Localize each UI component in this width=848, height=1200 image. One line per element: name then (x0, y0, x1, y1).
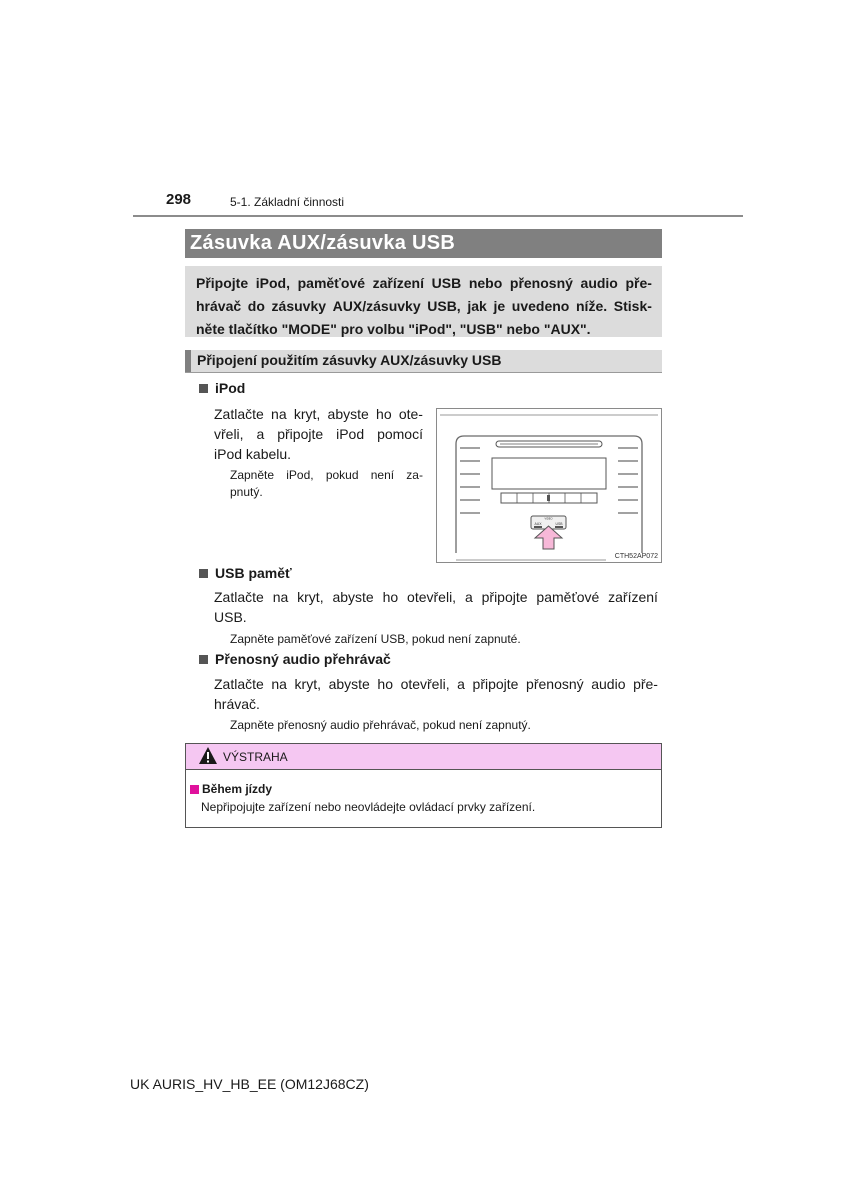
usb-heading (199, 565, 292, 581)
ipod-note-line-1 (230, 467, 423, 484)
usb-body-line-1 (214, 587, 658, 607)
portable-body-line-1 (214, 674, 658, 694)
word: za- (406, 468, 423, 482)
warning-label: VÝSTRAHA (223, 750, 288, 764)
word: není (370, 468, 395, 482)
portable-heading-text: Přenosný audio přehrávač (215, 651, 391, 667)
word: připojte (481, 589, 528, 605)
word: abyste (332, 589, 374, 605)
word: do (247, 298, 265, 314)
word: kryt, (293, 406, 321, 422)
word: iPod (336, 426, 365, 442)
word: ho (376, 406, 392, 422)
intro-line-3: něte tlačítko "MODE" pro volbu "iPod", "USB" nebo "AUX". (196, 321, 591, 337)
word: připojte (277, 426, 324, 442)
portable-body (214, 674, 658, 714)
word: ho (382, 589, 399, 605)
usb-body (214, 587, 658, 627)
port-usb-label: USB (555, 522, 563, 526)
port-aux-label: AUX (534, 522, 542, 526)
word: otevřeli, (407, 589, 457, 605)
word: níže. (576, 298, 608, 314)
word: paměťové (297, 275, 366, 291)
intro-line-1 (196, 272, 652, 295)
usb-body-line-2: USB. (214, 609, 247, 625)
intro-line-2 (196, 295, 652, 318)
word: připojte (472, 676, 519, 692)
word: otevřeli, (400, 676, 450, 692)
word: a (464, 589, 473, 605)
audio-unit-figure (436, 408, 662, 563)
word: přenosný (509, 275, 573, 291)
page-number: 298 (166, 191, 192, 208)
word: pomocí (377, 426, 423, 442)
word: na (271, 406, 287, 422)
section-label: 5-1. Základní činnosti (230, 195, 345, 209)
word: vřeli, (214, 426, 244, 442)
word: abyste (327, 406, 369, 422)
ipod-body-line-2 (214, 424, 423, 444)
word: jak (467, 298, 487, 314)
portable-heading (199, 651, 391, 667)
word: zařízení (372, 275, 424, 291)
portable-body-line-2: hrávač. (214, 696, 260, 712)
ipod-body-line-3: iPod kabelu. (214, 446, 292, 462)
word: kryt, (297, 589, 324, 605)
bullet-square (199, 655, 208, 664)
figure-code: CTH52AP072 (614, 553, 658, 560)
word: na (271, 676, 287, 692)
audio-unit-illustration (436, 408, 662, 563)
bullet-square (199, 384, 208, 393)
portable-note: Zapněte přenosný audio přehrávač, pokud není zapnutý. (230, 718, 531, 732)
word: uvedeno (511, 298, 570, 314)
word: pře- (633, 676, 658, 692)
ipod-note-line-2: pnutý. (230, 485, 263, 499)
word: zařízení (608, 589, 658, 605)
word: Zatlačte (214, 676, 264, 692)
word: ho (377, 676, 393, 692)
warning-subheading (190, 782, 272, 796)
ipod-body-line-1 (214, 404, 423, 424)
usb-note: Zapněte paměťové zařízení USB, pokud není zapnuté. (230, 632, 521, 646)
word: ote- (398, 406, 423, 422)
word: a (457, 676, 465, 692)
word: kryt, (294, 676, 321, 692)
subheading-mark (185, 350, 191, 372)
header-rule (133, 215, 743, 217)
word: je (493, 298, 506, 314)
warning-bullet (190, 785, 199, 794)
word: Zatlačte (214, 589, 264, 605)
intro-box (185, 266, 662, 337)
port-video-label: VIDEO (544, 517, 553, 521)
word: a (256, 426, 265, 442)
word: audio (580, 275, 618, 291)
warning-box (185, 743, 662, 828)
footer-code: UK AURIS_HV_HB_EE (OM12J68CZ) (130, 1076, 369, 1092)
word: Zatlačte (214, 406, 264, 422)
warning-text: Nepřipojujte zařízení nebo neovládejte ovládací prvky zařízení. (201, 800, 536, 814)
bullet-square (199, 569, 208, 578)
warning-subheading-text: Během jízdy (202, 782, 273, 796)
word: na (272, 589, 289, 605)
word: pře- (625, 275, 652, 291)
usb-heading-text: USB paměť (215, 565, 292, 581)
word: iPod, (255, 275, 290, 291)
word: Zapněte (230, 468, 275, 482)
word: Stisk- (613, 298, 652, 314)
title-bar (185, 229, 662, 258)
word: abyste (328, 676, 370, 692)
ipod-heading (199, 380, 245, 396)
word: zásuvky (271, 298, 327, 314)
word: paměťové (536, 589, 600, 605)
subheading-text: Připojení použitím zásuvky AUX/zásuvky USB (197, 352, 502, 368)
ipod-heading-text: iPod (215, 380, 246, 396)
word: AUX/zásuvky (332, 298, 421, 314)
word: pokud (325, 468, 359, 482)
warning-header (186, 744, 661, 770)
page-title: Zásuvka AUX/zásuvka USB (190, 232, 456, 254)
word: iPod, (286, 468, 314, 482)
word: hrávač (196, 298, 242, 314)
word: Připojte (196, 275, 249, 291)
word: nebo (468, 275, 503, 291)
word: přenosný (526, 676, 584, 692)
word: audio (591, 676, 626, 692)
subheading-bar (185, 350, 662, 373)
ipod-body (214, 404, 423, 464)
word: USB (431, 275, 462, 291)
warning-triangle-icon (198, 746, 218, 765)
ipod-note (230, 467, 423, 501)
word: USB, (427, 298, 461, 314)
